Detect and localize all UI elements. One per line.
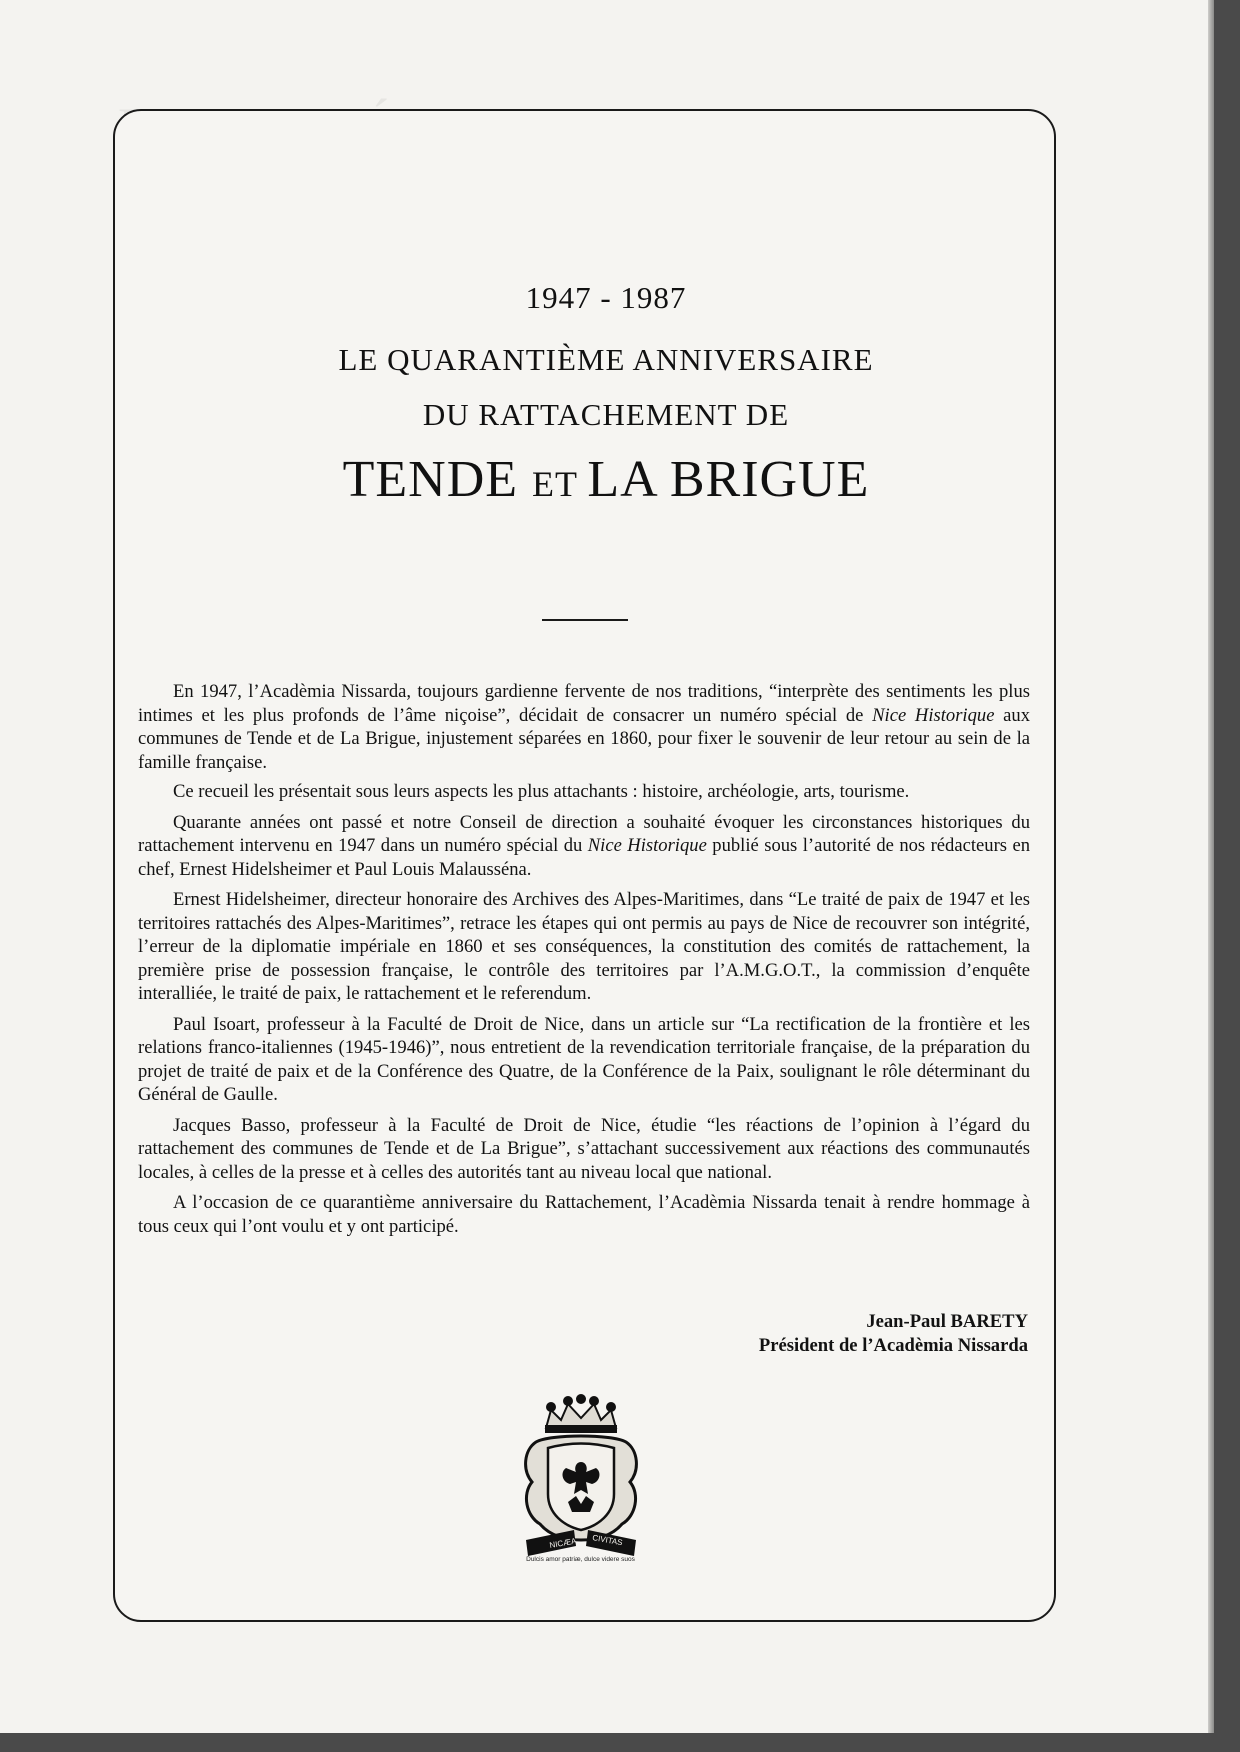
signatory-name: Jean-Paul BARETY [866, 1311, 1028, 1332]
title-divider [542, 619, 628, 621]
paragraph-7: A l’occasion de ce quarantième anniversaire du Rattachement, l’Acadèmia Nissarda tenait à rendre hommage à tous ceux qui l’ont voulu et y ont participé. [138, 1192, 1030, 1237]
paragraph-2: Ce recueil les présentait sous leurs aspects les plus attachants : histoire, archéologie, arts, tourisme. [173, 781, 910, 802]
paragraph-6: Jacques Basso, professeur à la Faculté de Droit de Nice, étudie “les réactions de l’opinion à l’égard du rattachement des communes de Tende et de La Brigue”, s’attachant successivement aux réactions des communautés locales, à celles de la presse et à celles des autorités tant au niveau local que national. [138, 1114, 1030, 1183]
publication-title: Nice Historique [872, 704, 995, 726]
paragraph-5: Paul Isoart, professeur à la Faculté de Droit de Nice, dans un article sur “La rectification de la frontière et les relations franco-italiennes (1945-1946)”, nous entretient de la revendication territoriale française, de la préparation du projet de traité de paix et de la Conférence des Quatre, de la Conférence de la Paix, soulignant le rôle déterminant du Général de Gaulle. [138, 1013, 1030, 1105]
nice-coat-of-arms-icon [506, 1390, 656, 1570]
title-et: ET [532, 464, 588, 504]
page-title [0, 450, 1212, 509]
body-text [138, 680, 1030, 1245]
signatory-title: Président de l’Acadèmia Nissarda [758, 1334, 1028, 1356]
title-line-1: LE QUARANTIÈME ANNIVERSAIRE [338, 342, 874, 377]
crest-motto: Dulcis amor patriæ, dulce videre suos [526, 1556, 635, 1563]
ribbon-right-text: CIVITAS [591, 1533, 624, 1548]
paragraph-3 [138, 811, 1030, 882]
ribbon-left-text: NICÆA [548, 1536, 578, 1550]
anniversary-dates: 1947 - 1987 [525, 280, 687, 315]
paragraph-1-text-a: En 1947, l’Acadèmia Nissarda, toujours gardienne fervente de nos traditions, “interprète des sentiments les plus intimes et les plus profonds de l’âme niçoise”, décidait de consacrer un numéro spécial de [138, 681, 1030, 726]
paragraph-3-text-b: publié sous l’autorité de nos rédacteurs en chef, Ernest Hidelsheimer et Paul Louis Malausséna. [138, 835, 1031, 880]
crown-icon [546, 1395, 616, 1432]
title-line-2: DU RATTACHEMENT DE [422, 397, 790, 432]
paragraph-4: Ernest Hidelsheimer, directeur honoraire des Archives des Alpes-Maritimes, dans “Le traité de paix de 1947 et les territoires rattachés des Alpes-Maritimes”, retrace les étapes qui ont permis au pays de Nice de recouvrer son intégrité, l’erreur de la diplomatie impériale en 1860 et ses conséquences, la constitution des comités de rattachement, la première prise de possession française, le contrôle des territoires par l’A.M.G.O.T., la commission d’enquête interalliée, le traité de paix, le rattachement et le referendum. [138, 889, 1030, 1004]
paragraph-1-text-b: aux communes de Tende et de La Brigue, injustement séparées en 1860, pour fixer le souvenir de leur retour au sein de la famille française. [138, 704, 1031, 773]
paragraph-1 [138, 680, 1030, 774]
paragraph-3-text-a: Quarante années ont passé et notre Conseil de direction a souhaité évoquer les circonstances historiques du rattachement intervenu en 1947 dans un numéro spécial du [138, 811, 1030, 856]
title-la-brigue: LA BRIGUE [587, 451, 870, 508]
signature-block [560, 1310, 1028, 1357]
publication-title: Nice Historique [587, 835, 707, 856]
title-tende: TENDE [342, 451, 533, 508]
page-edge [1208, 0, 1214, 1733]
